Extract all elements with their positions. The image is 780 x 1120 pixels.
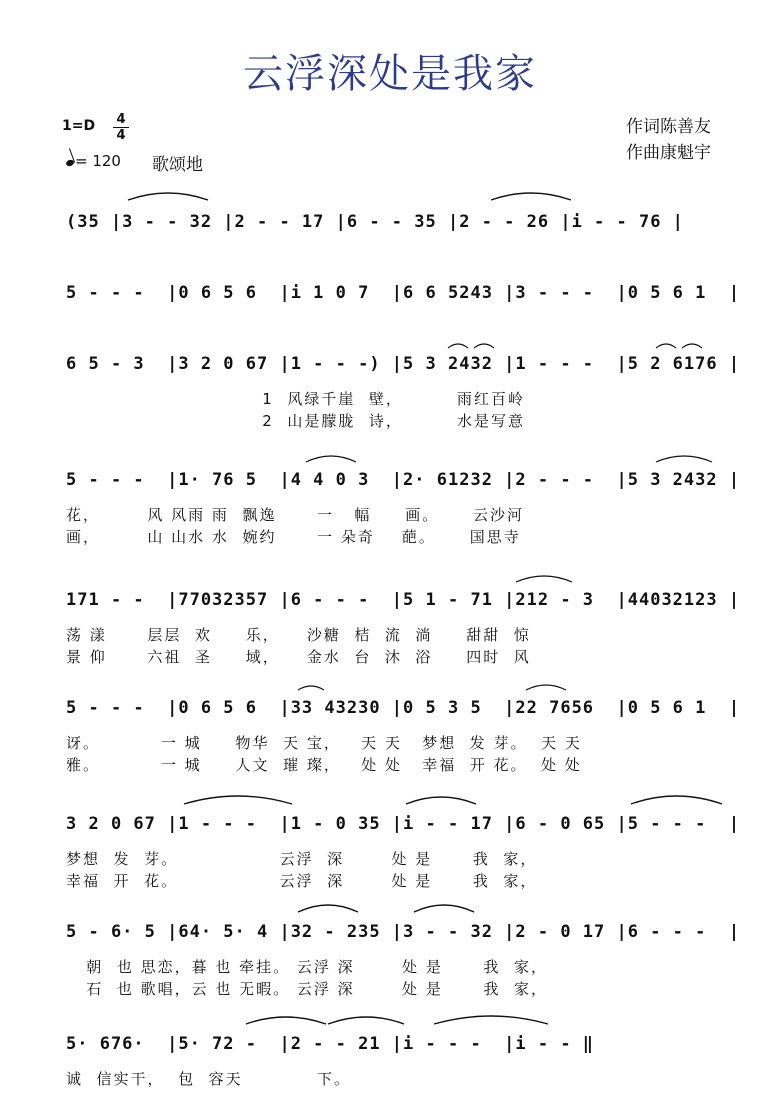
- composer-credit: 作曲康魁宇: [626, 143, 711, 163]
- lyric-verse-2: 画， 山 山水 水 婉约 一 朵奇 葩。 国思寺: [66, 528, 521, 546]
- notation: 6 5 - 3 |3 2 0 67 |1 - - -) |5 3 2432 |1 - - - |5 2 6176 |: [66, 354, 741, 374]
- notation: 5 - - - |1· 76 5 |4 4 0 3 |2· 61232 |2 - - - |5 3 2432 |: [66, 470, 741, 490]
- lyric-verse-1: 梦想 发 芽。 云浮 深 处 是 我 家，: [66, 850, 538, 868]
- lyric-verse-2: 雅。 一 城 人文 璀 璨， 处 处 幸福 开 花。 处 处: [66, 756, 582, 774]
- time-signature: [113, 113, 129, 142]
- notation: 171 - - |77032357 |6 - - - |5 1 - 71 |212 - 3 |44032123 |: [66, 590, 741, 610]
- notation: 5 - - - |0 6 5 6 |i 1 0 7 |6 6 5243 |3 - - - |0 5 6 1 |: [66, 283, 741, 303]
- slur-marks: [66, 586, 741, 626]
- lyricist-credit: 作词陈善友: [626, 117, 711, 137]
- slur-marks: [66, 918, 741, 958]
- slur-marks: [66, 694, 741, 734]
- slur-marks: [66, 350, 741, 390]
- tempo-value: = 120: [75, 152, 121, 170]
- lyric-verse-2: 2 山是朦胧 诗， 水是写意: [66, 412, 526, 430]
- slur-marks: [66, 466, 741, 506]
- lyric-verse-2: 石 也 歌唱，云 也 无暇。 云浮 深 处 是 我 家，: [66, 980, 548, 998]
- lyric-verse-1: 1 风绿千崖 壁， 雨红百岭: [66, 390, 526, 408]
- lyric-verse-1: 荡 漾 层层 欢 乐， 沙糖 桔 流 淌 甜甜 惊: [66, 626, 531, 644]
- time-signature-top: 4: [116, 112, 126, 127]
- quarter-note-icon: [65, 159, 75, 167]
- lyric-verse-1: 诚 信实干， 包 容天 下。: [66, 1070, 352, 1088]
- lyric-verse-1: 花， 风 风雨 雨 飘逸 一 幅 画。 云沙河: [66, 506, 525, 524]
- key-signature: 1=D: [62, 118, 96, 134]
- slur-marks: [66, 208, 722, 248]
- lyric-verse-1: 朝 也 思恋，暮 也 牵挂。 云浮 深 处 是 我 家，: [66, 958, 548, 976]
- slur-marks: [66, 810, 741, 850]
- notation: 5 - - - |0 6 5 6 |33 43230 |0 5 3 5 |22 7656 |0 5 6 1 |: [66, 698, 741, 718]
- expression-marking: 歌颂地: [152, 155, 203, 175]
- lyric-verse-2: 幸福 开 花。 云浮 深 处 是 我 家，: [66, 872, 538, 890]
- time-signature-bottom: 4: [116, 128, 126, 143]
- notation: 5 - 6· 5 |64· 5· 4 |32 - 235 |3 - - 32 |2 - 0 17 |6 - - - |: [66, 922, 741, 942]
- tempo-marking: [66, 152, 121, 170]
- song-title: 云浮深处是我家: [243, 51, 537, 97]
- lyric-verse-2: 景 仰 六祖 圣 域， 金水 台 沐 浴 四时 风: [66, 648, 531, 666]
- slur-marks: [66, 1030, 722, 1070]
- notation: 5· 676· |5· 72 - |2 - - 21 |i - - - |i - - ‖: [66, 1034, 595, 1054]
- notation: 3 2 0 67 |1 - - - |1 - 0 35 |i - - 17 |6 - 0 65 |5 - - - |: [66, 814, 741, 834]
- lyric-verse-1: 讶。 一 城 物华 天 宝， 天 天 梦想 发 芽。 天 天: [66, 734, 582, 752]
- notation: (35 |3 - - 32 |2 - - 17 |6 - - 35 |2 - - 26 |i - - 76 |: [66, 212, 684, 232]
